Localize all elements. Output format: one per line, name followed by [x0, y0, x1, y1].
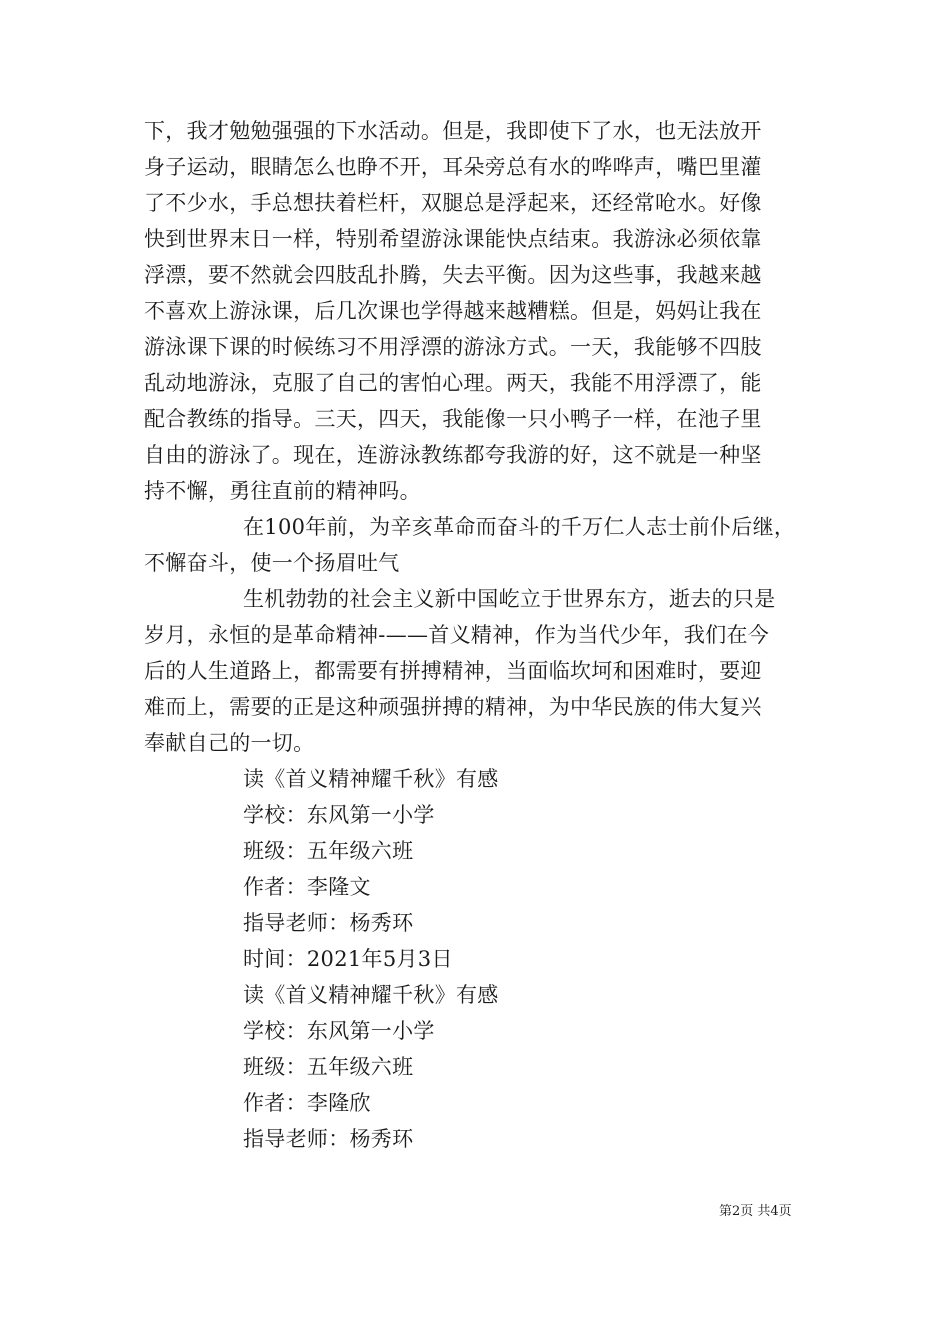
text-line: 不懈奋斗，使一个扬眉吐气 [144, 551, 400, 575]
text-line: 后的人生道路上，都需要有拼搏精神，当面临坎坷和困难时，要迎 [144, 659, 762, 683]
text-line: 乱动地游泳，克服了自己的害怕心理。两天，我能不用浮漂了，能 [144, 371, 762, 395]
text-line: 配合教练的指导。三天，四天，我能像一只小鸭子一样，在池子里 [144, 407, 762, 431]
text-line: 游泳课下课的时候练习不用浮漂的游泳方式。一天，我能够不四肢 [144, 335, 762, 359]
school-line: 学校：东风第一小学 [243, 803, 435, 827]
text-line: 不喜欢上游泳课，后几次课也学得越来越糟糕。但是，妈妈让我在 [144, 299, 762, 323]
text-line: 岁月，永恒的是革命精神-——首义精神，作为当代少年，我们在今 [144, 623, 770, 647]
text-line: 难而上，需要的正是这种顽强拼搏的精神，为中华民族的伟大复兴 [144, 695, 762, 719]
class-line: 班级：五年级六班 [243, 1055, 414, 1079]
document-body [144, 113, 806, 1157]
text-line: 身子运动，眼睛怎么也睁不开，耳朵旁总有水的哗哗声，嘴巴里灌 [144, 155, 762, 179]
author-line: 作者：李隆文 [243, 875, 371, 899]
text-line: 奉献自己的一切。 [144, 731, 315, 755]
essay-title: 读《首义精神耀千秋》有感 [243, 767, 499, 791]
text-line: 持不懈，勇往直前的精神吗。 [144, 479, 421, 503]
class-line: 班级：五年级六班 [243, 839, 414, 863]
paragraph-start-line: 生机勃勃的社会主义新中国屹立于世界东方，逝去的只是 [243, 587, 776, 611]
text-line: 自由的游泳了。现在，连游泳教练都夸我游的好，这不就是一种坚 [144, 443, 762, 467]
text-line: 下，我才勉勉强强的下水活动。但是，我即使下了水，也无法放开 [144, 119, 762, 143]
author-line: 作者：李隆欣 [243, 1091, 371, 1115]
page-number: 第2页 共4页 [719, 1204, 792, 1219]
essay-title: 读《首义精神耀千秋》有感 [243, 983, 499, 1007]
date-line: 时间：2021年5月3日 [243, 947, 453, 971]
text-line: 快到世界末日一样，特别希望游泳课能快点结束。我游泳必须依靠 [144, 227, 762, 251]
paragraph-start-line: 在100年前，为辛亥革命而奋斗的千万仁人志士前仆后继， [243, 515, 796, 539]
text-line: 了不少水，手总想扶着栏杆，双腿总是浮起来，还经常呛水。好像 [144, 191, 762, 215]
school-line: 学校：东风第一小学 [243, 1019, 435, 1043]
text-line: 浮漂，要不然就会四肢乱扑腾，失去平衡。因为这些事，我越来越 [144, 263, 762, 287]
advisor-line: 指导老师：杨秀环 [243, 911, 414, 935]
advisor-line: 指导老师：杨秀环 [243, 1127, 414, 1151]
